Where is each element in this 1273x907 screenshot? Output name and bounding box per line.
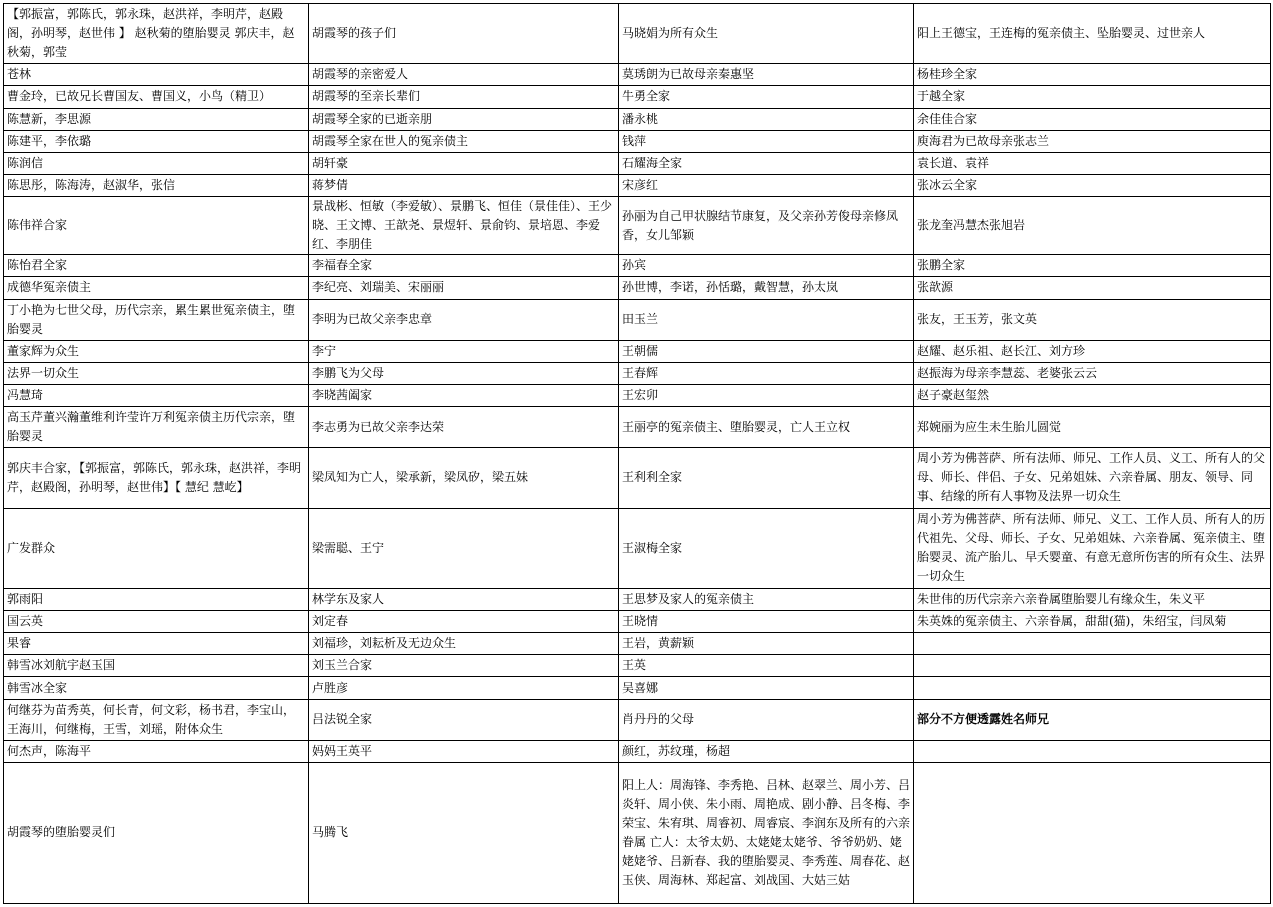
table-cell: 果睿 bbox=[4, 633, 309, 655]
table-row bbox=[4, 196, 1271, 254]
table-cell: 余佳佳合家 bbox=[914, 108, 1271, 130]
table-row bbox=[4, 407, 1271, 448]
table-cell: 王春辉 bbox=[619, 362, 914, 384]
table-cell: 陈怡君全家 bbox=[4, 255, 309, 277]
table-row bbox=[4, 152, 1271, 174]
table-cell: 广发群众 bbox=[4, 508, 309, 588]
table-cell: 马晓娟为所有众生 bbox=[619, 4, 914, 64]
table-cell: 丁小艳为七世父母，历代宗亲，累生累世冤亲债主，堕胎婴灵 bbox=[4, 299, 309, 340]
table-cell: 王晓情 bbox=[619, 611, 914, 633]
table-cell: 朱世伟的历代宗亲六亲眷属堕胎婴儿有缘众生，朱义平 bbox=[914, 589, 1271, 611]
table-cell: 周小芳为佛菩萨、所有法师、师兄、义工、工作人员、所有人的历代祖先、父母、师长、子女、兄弟姐妹、六亲眷属、冤亲债主、堕胎婴灵、流产胎儿、早夭婴童、有意无意所伤害的所有众生、法界一切众生 bbox=[914, 508, 1271, 588]
table-cell: 王岩，黄薪颖 bbox=[619, 633, 914, 655]
table-cell: 景战彬、恒敏（李爱敏）、景鹏飞、恒佳（景佳佳）、王少晓、王文博、王歆尧、景煜轩、景俞钧、景培恩、李爱红、李朋佳 bbox=[309, 196, 619, 254]
table-cell: 胡霞琴的至亲长辈们 bbox=[309, 86, 619, 108]
table-cell: 肖丹丹的父母 bbox=[619, 699, 914, 740]
table-cell: 李明为已故父亲李忠章 bbox=[309, 299, 619, 340]
table-cell: 吕法锐全家 bbox=[309, 699, 619, 740]
table-cell: 何继芬为苗秀英，何长青，何文彩，杨书君，李宝山，王海川，何继梅，王雪，刘瑶，附体众生 bbox=[4, 699, 309, 740]
table-cell: 孙世博，李诺，孙恬璐，戴智慧，孙太岚 bbox=[619, 277, 914, 299]
table-cell bbox=[914, 740, 1271, 762]
table-cell: 赵耀、赵乐祖、赵长江、刘方珍 bbox=[914, 340, 1271, 362]
table-cell: 国云英 bbox=[4, 611, 309, 633]
table-row bbox=[4, 362, 1271, 384]
table-cell: 胡霞琴的亲密爱人 bbox=[309, 64, 619, 86]
table-cell: 胡霞琴全家的已逝亲朋 bbox=[309, 108, 619, 130]
table-cell: 张冰云全家 bbox=[914, 174, 1271, 196]
table-cell: 王朝儒 bbox=[619, 340, 914, 362]
table-cell bbox=[914, 677, 1271, 699]
table-row bbox=[4, 633, 1271, 655]
table-cell: 胡霞琴的堕胎婴灵们 bbox=[4, 762, 309, 903]
table-cell: 牛勇全家 bbox=[619, 86, 914, 108]
table-cell: 成德华冤亲债主 bbox=[4, 277, 309, 299]
table-cell: 张龙奎冯慧杰张旭岩 bbox=[914, 196, 1271, 254]
table-cell: 朱英姝的冤亲债主、六亲眷属，甜甜(猫)，朱绍宝，闫凤菊 bbox=[914, 611, 1271, 633]
table-row bbox=[4, 86, 1271, 108]
table-cell: 刘定春 bbox=[309, 611, 619, 633]
name-list-table bbox=[3, 3, 1271, 904]
table-row bbox=[4, 762, 1271, 903]
table-row bbox=[4, 677, 1271, 699]
table-row bbox=[4, 611, 1271, 633]
table-cell: 陈建平，李依璐 bbox=[4, 130, 309, 152]
table-cell: 曹金玲，已故兄长曹国友、曹国义，小鸟（精卫） bbox=[4, 86, 309, 108]
table-cell: 潘永桃 bbox=[619, 108, 914, 130]
table-cell: 吴喜娜 bbox=[619, 677, 914, 699]
table-cell: 王英 bbox=[619, 655, 914, 677]
table-row bbox=[4, 740, 1271, 762]
table-row bbox=[4, 508, 1271, 588]
table-cell: 赵子豪赵玺然 bbox=[914, 384, 1271, 406]
table-cell: 林学东及家人 bbox=[309, 589, 619, 611]
table-cell: 孙宾 bbox=[619, 255, 914, 277]
table-cell: 梁凤知为亡人，梁承新，梁凤矽，梁五妹 bbox=[309, 448, 619, 508]
table-row bbox=[4, 108, 1271, 130]
table-cell: 田玉兰 bbox=[619, 299, 914, 340]
table-row bbox=[4, 130, 1271, 152]
table-cell: 庾海君为已故母亲张志兰 bbox=[914, 130, 1271, 152]
table-cell: 郑婉丽为应生未生胎儿圆觉 bbox=[914, 407, 1271, 448]
table-row bbox=[4, 448, 1271, 508]
table-row bbox=[4, 699, 1271, 740]
table-cell: 陈润信 bbox=[4, 152, 309, 174]
table-cell: 李鹏飞为父母 bbox=[309, 362, 619, 384]
table-cell: 胡霞琴全家在世人的冤亲债主 bbox=[309, 130, 619, 152]
table-cell: 王淑梅全家 bbox=[619, 508, 914, 588]
table-cell: 梁需聪、王宁 bbox=[309, 508, 619, 588]
table-cell: 李晓茜阖家 bbox=[309, 384, 619, 406]
table-cell: 于越全家 bbox=[914, 86, 1271, 108]
table-cell: 张友，王玉芳，张文英 bbox=[914, 299, 1271, 340]
table-cell: 阳上王德宝，王连梅的冤亲债主、坠胎婴灵、过世亲人 bbox=[914, 4, 1271, 64]
table-row bbox=[4, 340, 1271, 362]
table-body bbox=[4, 4, 1271, 904]
table-cell: 赵振海为母亲李慧蕊、老婆张云云 bbox=[914, 362, 1271, 384]
table-cell: 苍林 bbox=[4, 64, 309, 86]
table-cell: 郭雨阳 bbox=[4, 589, 309, 611]
table-row bbox=[4, 64, 1271, 86]
table-cell: 莫琇朗为已故母亲秦惠坚 bbox=[619, 64, 914, 86]
table-cell: 王丽亭的冤亲债主、堕胎婴灵，亡人王立权 bbox=[619, 407, 914, 448]
table-cell: 孙丽为自己甲状腺结节康复，及父亲孙芳俊母亲修凤香，女儿邹颖 bbox=[619, 196, 914, 254]
table-cell: 董家辉为众生 bbox=[4, 340, 309, 362]
table-cell: 袁长道、袁祥 bbox=[914, 152, 1271, 174]
table-cell: 宋彦红 bbox=[619, 174, 914, 196]
table-cell: 韩雪冰刘航宇赵玉国 bbox=[4, 655, 309, 677]
table-cell: 阳上人：周海锋、李秀艳、吕林、赵翠兰、周小芳、吕炎轩、周小侠、朱小雨、周艳成、剧小静、吕冬梅、李荣宝、朱宥琪、周睿初、周睿宸、李润东及所有的六亲眷属 亡人：太爷太奶、太姥姥太姥爷、爷爷奶奶、姥姥姥爷、吕新春、我的堕胎婴灵、李秀莲、周春花、赵玉侠、周海林、郑起富、刘战国、大姑三姑 bbox=[619, 762, 914, 903]
table-cell: 高玉芹董兴瀚董维利许莹许万利冤亲债主历代宗亲，堕胎婴灵 bbox=[4, 407, 309, 448]
table-cell: 胡轩豪 bbox=[309, 152, 619, 174]
table-row bbox=[4, 655, 1271, 677]
table-cell: 颜红，苏纹瑾，杨超 bbox=[619, 740, 914, 762]
table-cell: 杨桂珍全家 bbox=[914, 64, 1271, 86]
table-cell: 钱萍 bbox=[619, 130, 914, 152]
table-cell: 陈伟祥合家 bbox=[4, 196, 309, 254]
table-cell: 刘玉兰合家 bbox=[309, 655, 619, 677]
table-cell: 李纪亮、刘瑞美、宋丽丽 bbox=[309, 277, 619, 299]
table-cell: 马腾飞 bbox=[309, 762, 619, 903]
table-cell: 王利利全家 bbox=[619, 448, 914, 508]
table-cell: 周小芳为佛菩萨、所有法师、师兄、工作人员、义工、所有人的父母、师长、伴侣、子女、兄弟姐妹、六亲眷属、朋友、领导、同事、结缘的所有人事物及法界一切众生 bbox=[914, 448, 1271, 508]
table-row bbox=[4, 277, 1271, 299]
table-cell: 【郭振富，郭陈氏，郭永珠，赵洪祥，李明芹，赵殿阁，孙明琴，赵世伟 】 赵秋菊的堕胎婴灵 郭庆丰，赵秋菊，郭莹 bbox=[4, 4, 309, 64]
table-row bbox=[4, 299, 1271, 340]
table-cell: 法界一切众生 bbox=[4, 362, 309, 384]
table-cell bbox=[914, 762, 1271, 903]
table-cell: 郭庆丰合家，【郭振富，郭陈氏，郭永珠，赵洪祥，李明芹，赵殿阁，孙明琴，赵世伟】【 慧纪 慧屹】 bbox=[4, 448, 309, 508]
table-cell: 张歆源 bbox=[914, 277, 1271, 299]
table-cell: 刘福珍，刘耘析及无边众生 bbox=[309, 633, 619, 655]
table-cell: 冯慧琦 bbox=[4, 384, 309, 406]
table-cell: 李宁 bbox=[309, 340, 619, 362]
table-cell: 蒋梦倩 bbox=[309, 174, 619, 196]
table-cell: 石耀海全家 bbox=[619, 152, 914, 174]
table-cell bbox=[914, 655, 1271, 677]
table-cell: 王宏卯 bbox=[619, 384, 914, 406]
table-cell bbox=[914, 633, 1271, 655]
table-row bbox=[4, 384, 1271, 406]
table-cell: 陈慧新，李思源 bbox=[4, 108, 309, 130]
table-cell: 张鹏全家 bbox=[914, 255, 1271, 277]
table-cell: 胡霞琴的孩子们 bbox=[309, 4, 619, 64]
table-row bbox=[4, 174, 1271, 196]
table-cell: 妈妈王英平 bbox=[309, 740, 619, 762]
table-cell: 韩雪冰全家 bbox=[4, 677, 309, 699]
table-row bbox=[4, 255, 1271, 277]
table-cell: 王思梦及家人的冤亲债主 bbox=[619, 589, 914, 611]
table-cell: 陈思彤，陈海涛，赵淑华，张信 bbox=[4, 174, 309, 196]
table-cell: 卢胜彦 bbox=[309, 677, 619, 699]
table-cell: 何杰声，陈海平 bbox=[4, 740, 309, 762]
table-row bbox=[4, 4, 1271, 64]
table-cell: 李志勇为已故父亲李达荣 bbox=[309, 407, 619, 448]
table-row bbox=[4, 589, 1271, 611]
table-cell: 部分不方便透露姓名师兄 bbox=[914, 699, 1271, 740]
table-cell: 李福春全家 bbox=[309, 255, 619, 277]
